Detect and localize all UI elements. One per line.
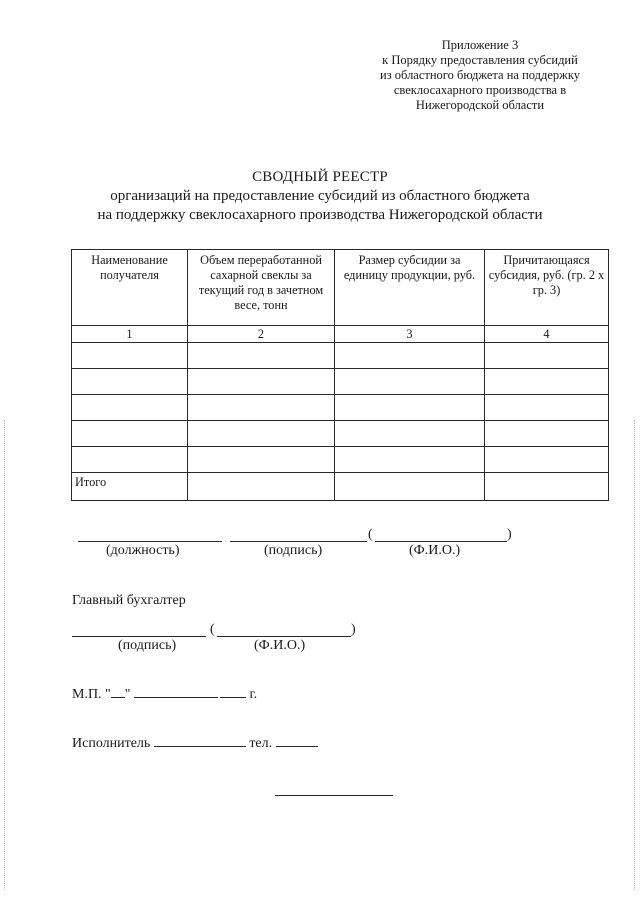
table-cell[interactable] xyxy=(485,421,609,447)
appendix-line: из областного бюджета на поддержку xyxy=(380,68,580,82)
appendix-line: Приложение 3 xyxy=(441,38,519,52)
table-cell[interactable] xyxy=(72,369,188,395)
day-blank[interactable] xyxy=(111,696,125,698)
position-line[interactable] xyxy=(78,541,222,542)
table-cell[interactable] xyxy=(335,369,485,395)
signature-caption: (подпись) xyxy=(264,543,323,558)
header-subsidy: Причитающаяся субсидия, руб. (гр. 2 х гр. 3) xyxy=(485,250,609,326)
appendix-line: Нижегородской области xyxy=(415,98,545,112)
table-cell[interactable] xyxy=(72,447,188,473)
title-line-1: организаций на предоставление субсидий из областного бюджета xyxy=(110,188,530,204)
total-label: Итого xyxy=(72,473,188,501)
fio-open-paren: ( xyxy=(368,527,373,542)
table-cell[interactable] xyxy=(188,369,335,395)
table-cell[interactable] xyxy=(485,343,609,369)
table-cell[interactable] xyxy=(188,473,335,501)
closing-separator xyxy=(275,795,393,796)
appendix-line: свеклосахарного производства в xyxy=(393,83,567,97)
table-cell[interactable] xyxy=(72,395,188,421)
table-cell[interactable] xyxy=(335,421,485,447)
title-line-2: на поддержку свеклосахарного производства Нижегородской области xyxy=(97,207,543,223)
register-table xyxy=(71,249,609,501)
column-number: 4 xyxy=(485,326,609,343)
stamp-date-line xyxy=(72,687,257,703)
table-header-row xyxy=(72,250,609,326)
year-blank[interactable] xyxy=(220,696,246,698)
fio-close-paren: ) xyxy=(507,527,512,542)
table-cell[interactable] xyxy=(188,343,335,369)
signature-line[interactable] xyxy=(230,541,367,542)
phone-blank[interactable] xyxy=(276,745,318,747)
table-cell[interactable] xyxy=(485,369,609,395)
total-row xyxy=(72,473,609,501)
table-row xyxy=(72,369,609,395)
table-cell[interactable] xyxy=(485,473,609,501)
table-cell[interactable] xyxy=(188,395,335,421)
accountant-signature-caption: (подпись) xyxy=(118,638,177,653)
appendix-block xyxy=(330,38,630,113)
fio-caption: (Ф.И.О.) xyxy=(409,543,461,558)
table-cell[interactable] xyxy=(188,421,335,447)
table-cell[interactable] xyxy=(485,395,609,421)
stamp-label: М.П. " xyxy=(72,687,111,702)
appendix-line: к Порядку предоставления субсидий xyxy=(382,53,578,67)
executor-line xyxy=(72,736,318,752)
table-cell[interactable] xyxy=(72,343,188,369)
table-cell[interactable] xyxy=(335,473,485,501)
table-row xyxy=(72,421,609,447)
table-cell[interactable] xyxy=(335,343,485,369)
month-blank[interactable] xyxy=(134,696,218,698)
accountant-close-paren: ) xyxy=(351,622,356,637)
table-row xyxy=(72,395,609,421)
year-suffix: г. xyxy=(249,687,258,702)
fio-line[interactable] xyxy=(375,541,507,542)
table-cell[interactable] xyxy=(335,395,485,421)
accountant-title: Главный бухгалтер xyxy=(72,593,186,608)
column-number-row xyxy=(72,326,609,343)
executor-label: Исполнитель xyxy=(72,736,151,751)
document-title xyxy=(0,168,640,225)
scan-edge-left xyxy=(4,420,5,890)
phone-label: тел. xyxy=(249,736,273,751)
table-cell[interactable] xyxy=(72,421,188,447)
column-number: 1 xyxy=(72,326,188,343)
table-cell[interactable] xyxy=(188,447,335,473)
accountant-fio-line[interactable] xyxy=(217,636,351,637)
position-caption: (должность) xyxy=(106,543,180,558)
header-rate: Размер субсидии за единицу продукции, руб. xyxy=(335,250,485,326)
quote-close: " xyxy=(124,687,131,702)
title-heading: СВОДНЫЙ РЕЕСТР xyxy=(252,169,388,185)
column-number: 3 xyxy=(335,326,485,343)
table-cell[interactable] xyxy=(485,447,609,473)
header-volume: Объем переработанной сахарной свеклы за текущий год в зачетном весе, тонн xyxy=(188,250,335,326)
accountant-fio-caption: (Ф.И.О.) xyxy=(254,638,306,653)
header-recipient: Наименование получателя xyxy=(72,250,188,326)
table-row xyxy=(72,343,609,369)
accountant-open-paren: ( xyxy=(210,622,215,637)
table-row xyxy=(72,447,609,473)
accountant-signature-line[interactable] xyxy=(72,636,206,637)
column-number: 2 xyxy=(188,326,335,343)
scan-edge-right xyxy=(634,420,635,890)
executor-blank[interactable] xyxy=(154,745,246,747)
table-cell[interactable] xyxy=(335,447,485,473)
